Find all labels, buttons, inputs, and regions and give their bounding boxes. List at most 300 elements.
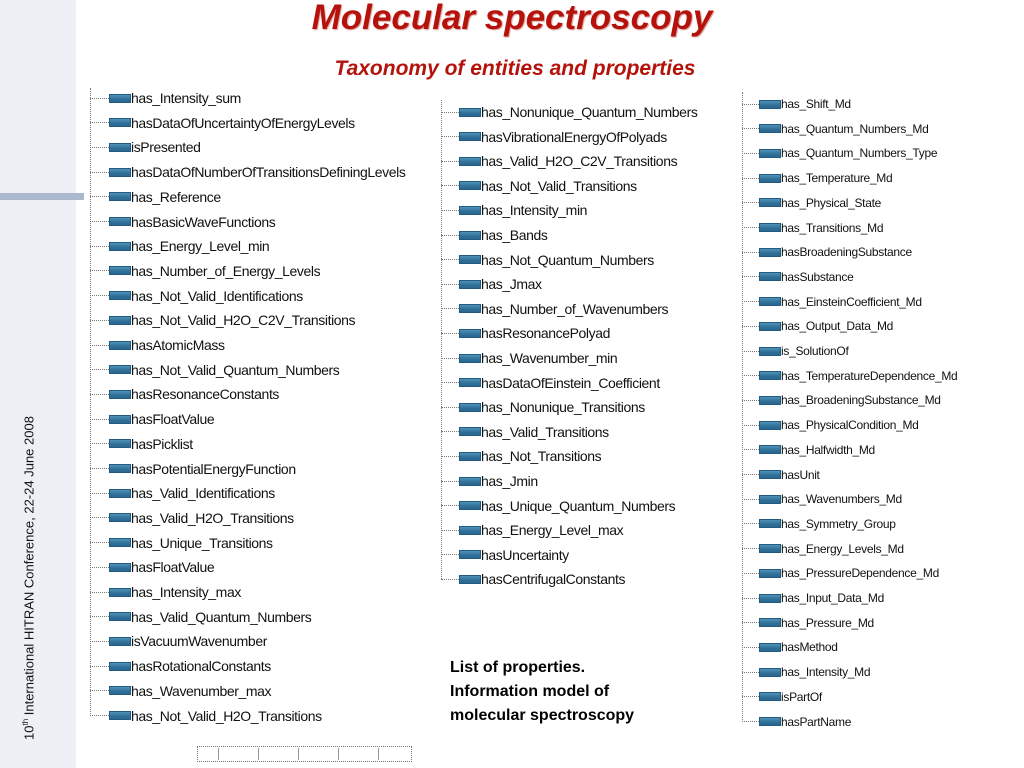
tree-connector xyxy=(90,715,109,716)
property-icon xyxy=(109,489,131,498)
property-item[interactable] xyxy=(742,661,870,683)
property-icon xyxy=(759,149,781,158)
property-icon xyxy=(109,513,131,522)
property-label: hasDataOfNumberOfTransitionsDefiningLevels xyxy=(131,164,406,181)
property-item[interactable] xyxy=(742,488,902,510)
property-item[interactable] xyxy=(742,217,883,239)
property-label: hasResonancePolyad xyxy=(481,325,611,342)
tree-connector xyxy=(90,369,109,370)
tree-connector xyxy=(441,579,459,580)
tree-connector xyxy=(441,530,459,531)
property-label: has_Wavenumber_max xyxy=(131,682,272,699)
property-label: has_Unique_Transitions xyxy=(131,534,273,551)
property-item[interactable] xyxy=(441,519,623,541)
property-label: hasDataOfUncertaintyOfEnergyLevels xyxy=(131,114,355,131)
property-item[interactable] xyxy=(742,315,893,337)
property-icon xyxy=(109,217,131,226)
tree-connector xyxy=(742,178,759,179)
property-label: hasPotentialEnergyFunction xyxy=(131,460,296,477)
property-icon xyxy=(759,692,781,701)
property-item[interactable] xyxy=(441,445,601,467)
property-item[interactable] xyxy=(742,365,957,387)
tree-connector xyxy=(90,147,109,148)
property-icon xyxy=(759,643,781,652)
property-label: has_Not_Valid_Transitions xyxy=(481,177,637,194)
tree-connector xyxy=(742,425,759,426)
property-label: has_Wavenumber_min xyxy=(481,350,618,366)
property-label: has_Quantum_Numbers_Type xyxy=(781,146,938,161)
tree-connector xyxy=(90,394,109,395)
property-label: has_Valid_Transitions xyxy=(481,423,609,440)
property-icon xyxy=(459,231,481,240)
property-label: has_Jmin xyxy=(481,473,538,489)
property-icon xyxy=(109,341,131,350)
property-label: has_Not_Transitions xyxy=(481,448,602,465)
property-icon xyxy=(459,550,481,559)
property-icon xyxy=(459,501,481,510)
property-label: has_Shift_Md xyxy=(781,97,851,111)
tree-connector xyxy=(742,548,759,549)
property-item[interactable] xyxy=(441,101,697,123)
property-item[interactable] xyxy=(90,87,241,109)
tree-connector xyxy=(742,499,759,500)
property-label: has_Valid_H2O_Transitions xyxy=(131,509,294,526)
property-label: has_PhysicalCondition_Md xyxy=(781,418,919,433)
property-item[interactable] xyxy=(742,93,851,115)
property-item[interactable] xyxy=(90,606,311,628)
property-label: hasCentrifugalConstants xyxy=(481,571,626,588)
property-label: isPartOf xyxy=(781,689,822,704)
property-item[interactable] xyxy=(441,568,625,590)
property-icon xyxy=(109,563,131,572)
property-label: hasRotationalConstants xyxy=(131,658,271,675)
property-item[interactable] xyxy=(90,630,267,652)
property-label: has_Output_Data_Md xyxy=(781,319,894,334)
property-item[interactable] xyxy=(90,532,273,554)
property-icon xyxy=(759,124,781,133)
tree-connector xyxy=(441,554,459,555)
tree-connector xyxy=(441,210,459,211)
property-icon xyxy=(109,588,131,597)
property-icon xyxy=(759,371,781,380)
property-icon xyxy=(759,322,781,331)
property-label: has_Input_Data_Md xyxy=(781,591,884,605)
property-item[interactable] xyxy=(441,396,645,418)
tree-connector xyxy=(441,185,459,186)
property-item[interactable] xyxy=(90,186,221,208)
property-label: has_Wavenumbers_Md xyxy=(781,492,902,507)
property-label: hasBroadeningSubstance xyxy=(781,245,912,260)
property-item[interactable] xyxy=(441,470,538,492)
property-item[interactable] xyxy=(90,260,320,282)
property-item[interactable] xyxy=(742,562,939,584)
property-icon xyxy=(109,168,131,177)
property-item[interactable] xyxy=(441,544,569,566)
property-label: has_Temperature_Md xyxy=(781,171,893,186)
property-panel-right xyxy=(737,88,978,735)
page-title: Molecular spectroscopy xyxy=(311,0,713,37)
property-item[interactable] xyxy=(742,587,884,609)
tree-connector xyxy=(90,443,109,444)
conference-label: 10th International HITRAN Conference, 22-24 June 2008 xyxy=(21,416,37,740)
property-item[interactable] xyxy=(90,581,241,603)
property-icon xyxy=(759,544,781,553)
property-icon xyxy=(109,291,131,300)
property-item[interactable] xyxy=(742,513,896,535)
property-label: hasPicklist xyxy=(131,435,193,452)
property-panel-middle xyxy=(433,96,751,598)
tree-connector xyxy=(742,104,759,105)
property-item[interactable] xyxy=(441,372,660,394)
property-item[interactable] xyxy=(441,249,654,271)
tree-connector xyxy=(441,308,459,309)
property-item[interactable] xyxy=(90,235,269,257)
property-icon xyxy=(459,280,481,289)
tree-connector xyxy=(742,672,759,673)
tree-tick xyxy=(298,748,299,760)
tree-connector xyxy=(742,598,759,599)
property-label: has_Energy_Levels_Md xyxy=(781,541,904,556)
tree-connector xyxy=(90,616,109,617)
property-label: has_Valid_H2O_C2V_Transitions xyxy=(481,153,678,170)
property-item[interactable] xyxy=(742,439,875,461)
property-icon xyxy=(459,575,481,584)
tree-connector xyxy=(90,320,109,321)
property-item[interactable] xyxy=(90,458,296,480)
tree-connector xyxy=(441,136,459,137)
property-label: has_Physical_State xyxy=(781,195,881,210)
property-label: has_Nonunique_Transitions xyxy=(481,399,645,416)
tree-connector xyxy=(90,172,109,173)
property-icon xyxy=(109,242,131,251)
property-item[interactable] xyxy=(90,680,271,702)
property-icon xyxy=(109,637,131,646)
tree-connector xyxy=(441,259,459,260)
property-label: has_Intensity_sum xyxy=(131,90,241,106)
property-icon xyxy=(759,594,781,603)
tree-tick xyxy=(378,748,379,760)
property-item[interactable] xyxy=(742,711,851,733)
property-label: has_Bands xyxy=(481,227,548,243)
tree-connector xyxy=(90,270,109,271)
property-icon xyxy=(109,365,131,374)
property-label: hasAtomicMass xyxy=(131,337,225,353)
tree-connector xyxy=(742,227,759,228)
property-icon xyxy=(759,347,781,356)
property-icon xyxy=(109,439,131,448)
tree-connector xyxy=(90,122,109,123)
property-label: has_Not_Valid_Identifications xyxy=(131,287,303,304)
property-icon xyxy=(109,390,131,399)
tree-connector xyxy=(90,592,109,593)
property-icon xyxy=(459,477,481,486)
tree-connector xyxy=(742,351,759,352)
tree-connector xyxy=(742,400,759,401)
property-icon xyxy=(459,108,481,117)
tree-connector xyxy=(90,295,109,296)
tree-connector xyxy=(441,382,459,383)
tree-connector xyxy=(90,468,109,469)
tree-tick xyxy=(258,748,259,760)
property-icon xyxy=(759,297,781,306)
property-item[interactable] xyxy=(90,556,214,578)
tree-connector xyxy=(90,641,109,642)
property-label: hasMethod xyxy=(781,640,838,655)
property-icon xyxy=(459,132,481,141)
property-icon xyxy=(109,192,131,201)
property-item[interactable] xyxy=(90,136,201,158)
tree-connector xyxy=(742,523,759,524)
property-icon xyxy=(459,329,481,338)
property-label: has_Not_Valid_H2O_Transitions xyxy=(131,707,322,724)
property-label: has_Unique_Quantum_Numbers xyxy=(481,497,676,514)
tree-connector xyxy=(742,202,759,203)
property-icon xyxy=(109,266,131,275)
property-item[interactable] xyxy=(90,359,339,381)
tree-connector xyxy=(441,333,459,334)
tree-connector xyxy=(742,573,759,574)
property-item[interactable] xyxy=(742,636,838,658)
tree-tick xyxy=(218,748,219,760)
property-label: has_Intensity_Md xyxy=(781,665,871,680)
property-label: has_Valid_Quantum_Numbers xyxy=(131,608,312,625)
property-item[interactable] xyxy=(742,291,922,313)
property-icon xyxy=(759,519,781,528)
property-label: has_Number_of_Wavenumbers xyxy=(481,300,669,317)
property-label: hasFloatValue xyxy=(131,411,215,428)
tree-connector xyxy=(742,153,759,154)
property-icon xyxy=(459,181,481,190)
tree-connector xyxy=(90,98,109,99)
left-band xyxy=(0,0,76,768)
tree-tick xyxy=(338,748,339,760)
property-panel-left xyxy=(84,86,433,747)
property-icon xyxy=(459,157,481,166)
tree-connector xyxy=(742,326,759,327)
tree-connector xyxy=(90,345,109,346)
property-icon xyxy=(759,100,781,109)
band-stripe xyxy=(0,193,84,200)
property-icon xyxy=(109,316,131,325)
property-icon xyxy=(109,612,131,621)
property-icon xyxy=(759,396,781,405)
tree-connector xyxy=(90,666,109,667)
tree-connector xyxy=(742,449,759,450)
property-label: has_Jmax xyxy=(481,276,542,293)
property-item[interactable] xyxy=(90,507,294,529)
property-item[interactable] xyxy=(742,266,853,288)
property-icon xyxy=(459,452,481,461)
property-item[interactable] xyxy=(90,705,322,727)
property-label: has_Halfwidth_Md xyxy=(781,442,875,457)
property-label: has_Quantum_Numbers_Md xyxy=(781,121,929,136)
caption: List of properties. Information model of molecular spectroscopy xyxy=(450,659,635,724)
tree-connector xyxy=(441,481,459,482)
tree-connector xyxy=(90,517,109,518)
property-label: hasSubstance xyxy=(781,269,854,284)
property-item[interactable] xyxy=(441,322,610,344)
page-subtitle: Taxonomy of entities and properties xyxy=(334,57,696,80)
property-item[interactable] xyxy=(742,389,941,411)
property-icon xyxy=(459,378,481,387)
property-icon xyxy=(759,174,781,183)
tree-connector xyxy=(90,419,109,420)
property-icon xyxy=(109,415,131,424)
property-item[interactable] xyxy=(742,241,912,263)
property-label: has_Not_Valid_H2O_C2V_Transitions xyxy=(131,312,356,329)
tree-connector xyxy=(441,505,459,506)
property-item[interactable] xyxy=(742,167,892,189)
tree-connector xyxy=(441,456,459,457)
property-item[interactable] xyxy=(441,273,542,295)
property-item[interactable] xyxy=(90,334,225,356)
property-label: hasFloatValue xyxy=(131,559,215,576)
property-label: has_Symmetry_Group xyxy=(781,516,896,531)
tree-connector xyxy=(90,221,109,222)
property-icon xyxy=(759,569,781,578)
property-icon xyxy=(459,427,481,436)
property-label: has_Energy_Level_min xyxy=(131,238,270,255)
property-icon xyxy=(109,464,131,473)
property-label: is_SolutionOf xyxy=(781,344,849,358)
tree-connector xyxy=(742,696,759,697)
property-icon xyxy=(459,304,481,313)
property-icon xyxy=(109,118,131,127)
property-label: hasBasicWaveFunctions xyxy=(131,213,276,230)
tree-connector xyxy=(90,493,109,494)
property-label: hasResonanceConstants xyxy=(131,386,280,403)
property-icon xyxy=(109,662,131,671)
tree-connector xyxy=(742,622,759,623)
property-icon xyxy=(109,686,131,695)
property-item[interactable] xyxy=(441,126,667,148)
property-item[interactable] xyxy=(441,495,675,517)
property-icon xyxy=(759,421,781,430)
property-icon xyxy=(759,470,781,479)
property-item[interactable] xyxy=(742,612,874,634)
tree-connector xyxy=(742,721,759,722)
tree-connector xyxy=(742,301,759,302)
property-item[interactable] xyxy=(90,408,214,430)
property-label: has_Reference xyxy=(131,188,221,205)
property-item[interactable] xyxy=(742,464,820,486)
property-item[interactable] xyxy=(742,414,919,436)
property-label: has_Number_of_Energy_Levels xyxy=(131,262,321,279)
tree-connector xyxy=(742,276,759,277)
tree-connector xyxy=(90,196,109,197)
property-label: hasUnit xyxy=(781,467,820,482)
property-icon xyxy=(759,223,781,232)
property-item[interactable] xyxy=(742,340,848,362)
property-icon xyxy=(759,198,781,207)
tree-connector xyxy=(441,407,459,408)
tree-connector xyxy=(441,358,459,359)
property-label: has_Valid_Identifications xyxy=(131,485,275,502)
property-item[interactable] xyxy=(90,655,271,677)
property-icon xyxy=(109,711,131,720)
property-icon xyxy=(759,272,781,281)
property-item[interactable] xyxy=(441,347,617,369)
property-icon xyxy=(759,717,781,726)
property-icon xyxy=(459,403,481,412)
property-item[interactable] xyxy=(90,433,193,455)
property-item[interactable] xyxy=(742,142,937,164)
property-icon xyxy=(759,248,781,257)
tree-connector xyxy=(90,542,109,543)
property-label: has_PressureDependence_Md xyxy=(781,566,939,581)
property-icon xyxy=(459,354,481,363)
property-item[interactable] xyxy=(441,199,587,221)
property-icon xyxy=(459,526,481,535)
property-icon xyxy=(459,206,481,215)
property-label: has_Pressure_Md xyxy=(781,615,874,630)
tree-connector xyxy=(742,128,759,129)
property-item[interactable] xyxy=(90,112,355,134)
property-label: has_Intensity_max xyxy=(131,584,241,600)
tree-connector xyxy=(742,647,759,648)
property-label: hasUncertainty xyxy=(481,546,569,563)
property-item[interactable] xyxy=(90,285,303,307)
property-item[interactable] xyxy=(742,686,822,708)
property-label: has_Not_Valid_Quantum_Numbers xyxy=(131,361,340,378)
tree-connector xyxy=(441,284,459,285)
tree-connector xyxy=(742,474,759,475)
property-label: hasDataOfEinstein_Coefficient xyxy=(481,374,660,391)
property-item[interactable] xyxy=(742,118,928,140)
property-item[interactable] xyxy=(441,224,547,246)
property-item[interactable] xyxy=(742,538,904,560)
property-item[interactable] xyxy=(90,383,279,405)
property-label: hasPartName xyxy=(781,714,852,729)
bottom-tree-box xyxy=(197,746,412,762)
property-icon xyxy=(459,255,481,264)
property-item[interactable] xyxy=(441,298,668,320)
property-icon xyxy=(109,538,131,547)
property-label: has_TemperatureDependence_Md xyxy=(781,368,958,383)
property-label: has_Energy_Level_max xyxy=(481,522,624,539)
property-item[interactable] xyxy=(441,150,677,172)
property-icon xyxy=(759,445,781,454)
tree-connector xyxy=(441,161,459,162)
property-label: has_EinsteinCoefficient_Md xyxy=(781,294,922,309)
property-item[interactable] xyxy=(90,482,275,504)
property-label: has_Not_Quantum_Numbers xyxy=(481,251,654,268)
property-label: has_Transitions_Md xyxy=(781,220,884,235)
property-item[interactable] xyxy=(90,309,355,331)
property-label: isPresented xyxy=(131,139,201,156)
property-label: has_BroadeningSubstance_Md xyxy=(781,393,941,408)
property-icon xyxy=(759,495,781,504)
property-label: isVacuumWavenumber xyxy=(131,633,267,650)
tree-connector xyxy=(742,375,759,376)
property-label: has_Nonunique_Quantum_Numbers xyxy=(481,104,698,120)
tree-connector xyxy=(90,567,109,568)
tree-connector xyxy=(441,112,459,113)
tree-connector xyxy=(441,235,459,236)
tree-connector xyxy=(90,690,109,691)
tree-connector xyxy=(441,431,459,432)
property-item[interactable] xyxy=(90,161,405,183)
property-label: has_Intensity_min xyxy=(481,202,588,219)
property-item[interactable] xyxy=(441,175,637,197)
property-icon xyxy=(109,94,131,103)
property-item[interactable] xyxy=(742,192,881,214)
property-icon xyxy=(759,668,781,677)
property-label: hasVibrationalEnergyOfPolyads xyxy=(481,128,667,145)
property-item[interactable] xyxy=(90,211,275,233)
tree-connector xyxy=(742,252,759,253)
property-item[interactable] xyxy=(441,421,609,443)
